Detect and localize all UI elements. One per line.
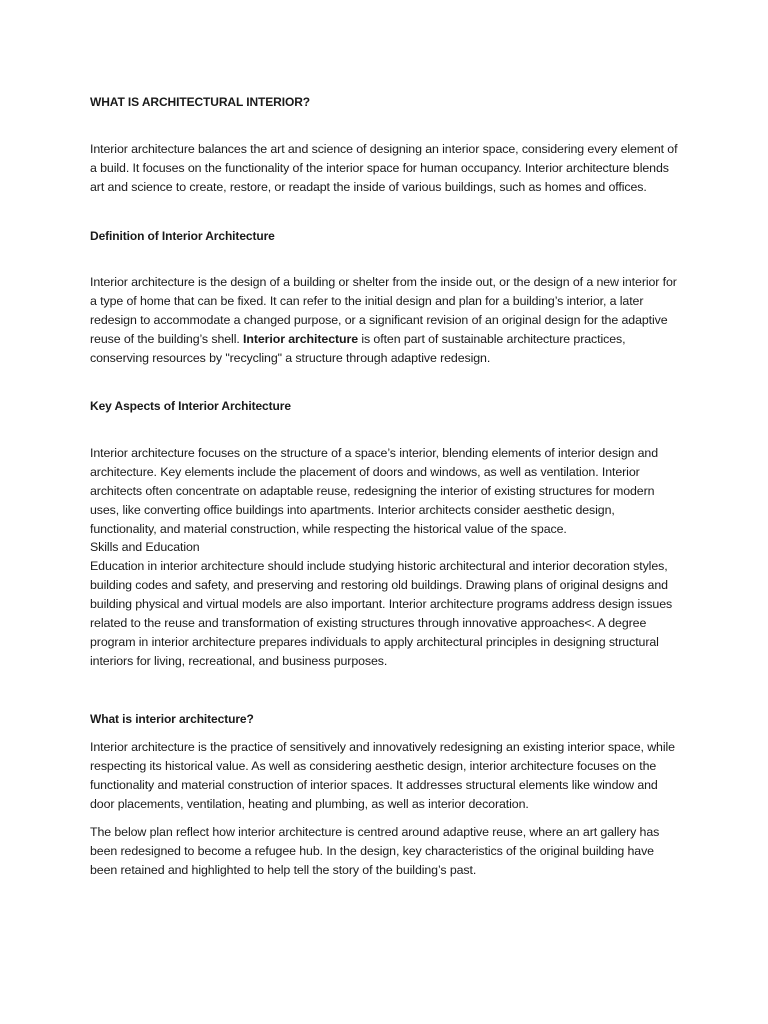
heading-definition: Definition of Interior Architecture bbox=[90, 229, 275, 243]
paragraph-definition-text: Interior architecture is the design of a building or shelter from the inside out, or the design of a new interior for a type of home that can be fixed. It can refer to the initial design and plan for a building’s interior, a later redesign to accommodate a changed purpose, or a significant revision of an original design for the adaptive reuse of the building’s shell. bbox=[90, 275, 677, 346]
paragraph-intro: Interior architecture balances the art and science of designing an interior space, considering every element of a build. It focuses on the functionality of the interior space for human occupancy. Interior architecture blends art and science to create, restore, or readapt the inside of various buildings, such as homes and offices. bbox=[90, 142, 678, 194]
paragraph-key-aspects: Interior architecture focuses on the structure of a space’s interior, blending elements of interior design and architecture. Key elements include the placement of doors and windows, as well as ventilation. Interior architects often concentrate on adaptable reuse, redesigning the interior of existing structures for modern uses, like converting office buildings into apartments. Interior architects consider aesthetic design, functionality, and material construction, while respecting the historical value of the space. bbox=[90, 446, 659, 536]
heading-key-aspects: Key Aspects of Interior Architecture bbox=[90, 399, 291, 413]
heading-what-is-interior-architecture: What is interior architecture? bbox=[90, 712, 254, 726]
paragraph-plan: The below plan reflect how interior architecture is centred around adaptive reuse, where an art gallery has been redesigned to become a refugee hub. In the design, key characteristics of the original building have been retained and highlighted to help tell the story of the building’s past. bbox=[90, 825, 660, 877]
paragraph-definition-text-end: is often part of sustainable architecture practices, conserving resources by "recycling" a structure through adaptive redesign. bbox=[90, 332, 626, 365]
paragraph-definition bbox=[90, 273, 678, 368]
heading-what-is-architectural-interior: WHAT IS ARCHITECTURAL INTERIOR? bbox=[90, 95, 310, 109]
paragraph-education: Education in interior architecture should include studying historic architectural and interior decoration styles, building codes and safety, and preserving and restoring old buildings. Drawing plans of original designs and building physical and virtual models are also important. Interior architecture programs address design issues related to the reuse and transformation of existing structures through innovative approaches<. A degree program in interior architecture prepares individuals to apply architectural principles in designing structural interiors for living, recreational, and business purposes. bbox=[90, 559, 673, 668]
paragraph-definition-emphasis: Interior architecture bbox=[243, 332, 358, 346]
paragraph-practice: Interior architecture is the practice of sensitively and innovatively redesigning an existing interior space, while respecting its historical value. As well as considering aesthetic design, interior architecture focuses on the functionality and material construction of interior spaces. It addresses structural elements like window and door placements, ventilation, heating and plumbing, as well as interior decoration. bbox=[90, 740, 675, 811]
subheading-skills-education: Skills and Education bbox=[90, 540, 200, 554]
